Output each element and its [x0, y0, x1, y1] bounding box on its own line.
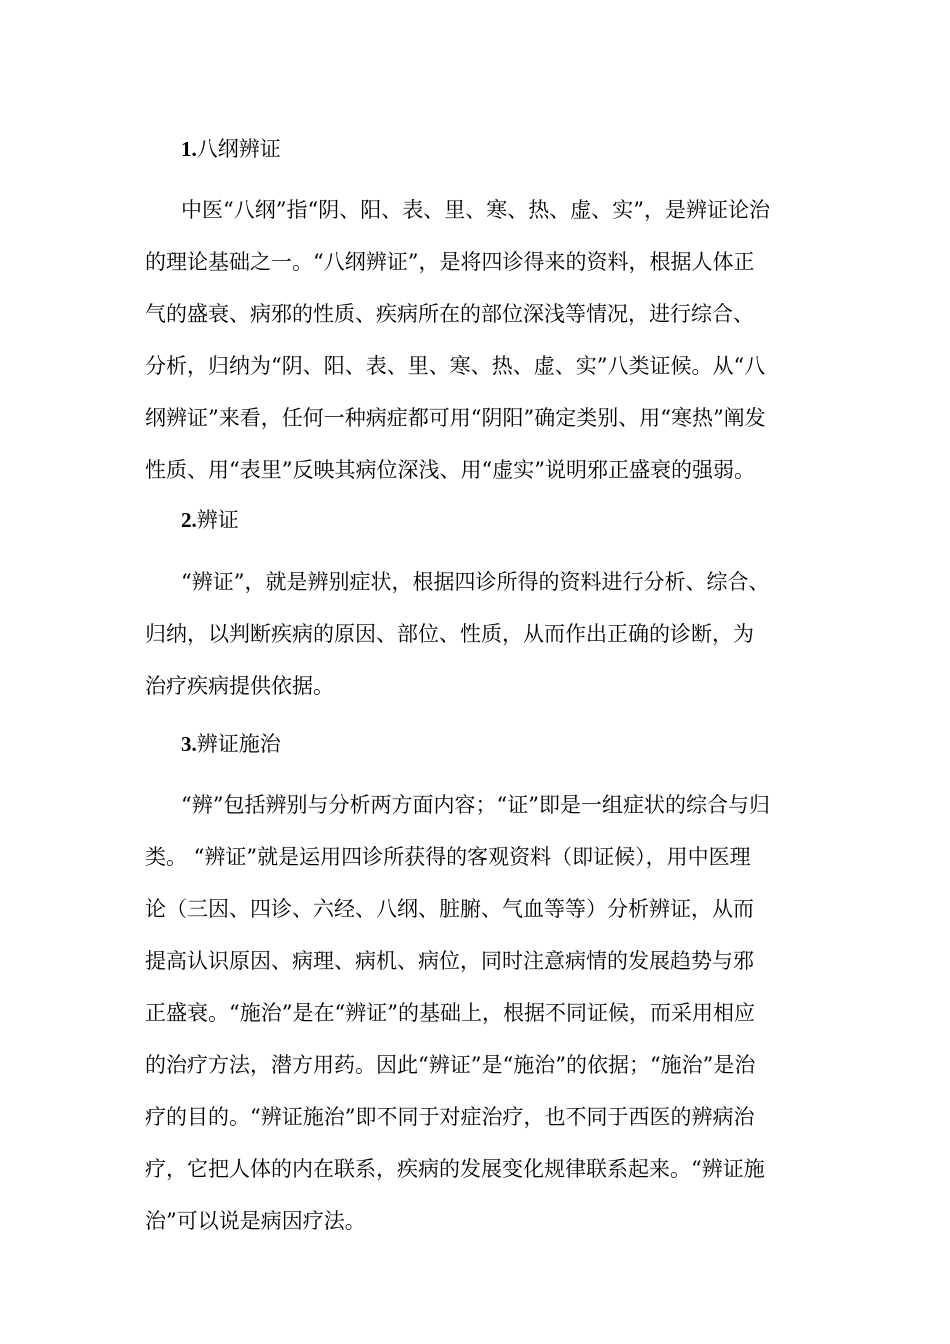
paragraph-line: 疗，它把人体的内在联系，疾病的发展变化规律联系起来。“辨证施 [145, 1157, 765, 1181]
section-heading-1 [181, 134, 281, 164]
section-title: 辨证 [196, 508, 239, 532]
paragraph-line: 归纳，以判断疾病的原因、部位、性质，从而作出正确的诊断，为 [145, 622, 754, 646]
section-number: 2. [181, 508, 197, 532]
paragraph-line: 中医“八纲”指“阴、阳、表、里、寒、热、虚、实”，是辨证论治 [181, 198, 770, 222]
section-number: 3. [181, 732, 197, 756]
section-heading-3 [181, 729, 281, 759]
section-heading-2 [181, 505, 239, 535]
paragraph-line: 治”可以说是病因疗法。 [145, 1209, 366, 1233]
paragraph-line: 的理论基础之一。“八纲辨证”，是将四诊得来的资料，根据人体正 [145, 250, 755, 274]
paragraph-line: 正盛衰。“施治”是在“辨证”的基础上，根据不同证候，而采用相应 [145, 1001, 755, 1025]
paragraph-line: 气的盛衰、病邪的性质、疾病所在的部位深浅等情况，进行综合、 [145, 302, 754, 326]
paragraph-line: 性质、用“表里”反映其病位深浅、用“虚实”说明邪正盛衰的强弱。 [145, 458, 755, 482]
section-paragraph-3 [145, 779, 815, 1247]
section-title: 八纲辨证 [196, 137, 281, 161]
paragraph-line: 分析，归纳为“阴、阳、表、里、寒、热、虚、实”八类证候。从“八 [145, 354, 766, 378]
paragraph-line: “辨”包括辨别与分析两方面内容；“证”即是一组症状的综合与归 [181, 793, 770, 817]
paragraph-line: 的治疗方法，潜方用药。因此“辨证”是“施治”的依据；“施治”是治 [145, 1053, 756, 1077]
paragraph-line: 治疗疾病提供依据。 [145, 674, 334, 698]
paragraph-line: 提高认识原因、病理、病机、病位，同时注意病情的发展趋势与邪 [145, 949, 754, 973]
paragraph-line: 疗的目的。“辨证施治”即不同于对症治疗，也不同于西医的辨病治 [145, 1105, 755, 1129]
paragraph-line: 类。 “辨证”就是运用四诊所获得的客观资料（即证候），用中医理 [145, 845, 751, 869]
paragraph-line: 纲辨证”来看，任何一种病症都可用“阴阳”确定类别、用“寒热”阐发 [145, 406, 766, 430]
section-number: 1. [181, 137, 197, 161]
section-paragraph-2 [145, 556, 815, 712]
paragraph-line: 论（三因、四诊、六经、八纲、脏腑、气血等等）分析辨证，从而 [145, 897, 754, 921]
paragraph-line: “辨证”，就是辨别症状，根据四诊所得的资料进行分析、综合、 [181, 570, 770, 594]
section-paragraph-1 [145, 184, 815, 496]
section-title: 辨证施治 [196, 732, 281, 756]
